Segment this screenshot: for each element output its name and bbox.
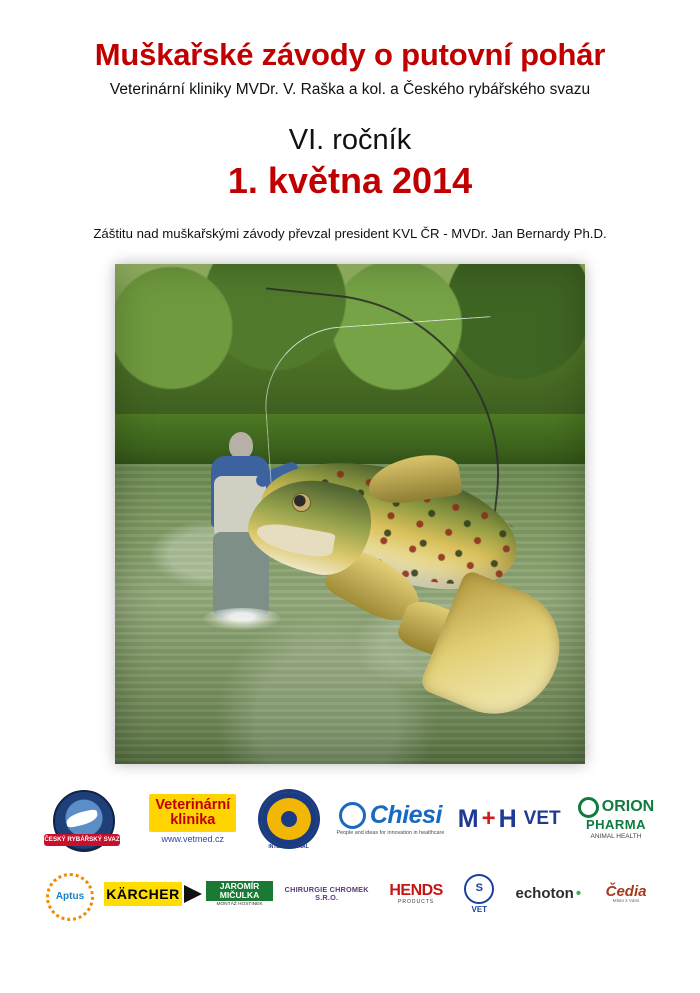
chiesi-mark-icon xyxy=(339,802,366,829)
triangle-icon xyxy=(184,885,202,903)
logo-echoton-name: echoton xyxy=(515,885,574,903)
logo-cedia xyxy=(590,884,662,905)
logo-karcher-label: KÄRCHER xyxy=(104,882,182,907)
logo-rotary-label: INTERNATIONAL xyxy=(268,843,309,850)
logo-orion-top xyxy=(578,797,654,818)
logo-miculka-sub: MONTÁŽ HOSTINEK xyxy=(216,902,263,908)
logo-veterinarni-klinika xyxy=(139,794,247,844)
logo-rotary-international xyxy=(258,789,320,849)
logo-hends-sub: PRODUCTS xyxy=(398,898,435,905)
logo-miculka-name: JAROMÍR MIČULKA xyxy=(206,881,273,901)
logo-vetklinika-url[interactable]: www.vetmed.cz xyxy=(161,833,225,844)
logo-hends-name: HENDS xyxy=(389,881,443,899)
page-title: Muškařské závody o putovní pohár xyxy=(94,37,606,72)
poster-subtitle: Veterinární kliniky MVDr. V. Raška a kol. a Českého rybářského svazu xyxy=(109,81,591,99)
svet-circle-icon: S xyxy=(464,874,494,904)
poster-edition: VI. ročník xyxy=(288,123,412,156)
logo-crs-label: ČESKÝ RYBÁŘSKÝ SVAZ xyxy=(44,834,120,846)
logo-mhvet-h: H xyxy=(498,804,517,833)
fly-fishing-photo xyxy=(115,264,585,764)
logo-aptus-label: Aptus xyxy=(55,890,85,902)
logo-vetklinika-line2: klinika xyxy=(170,811,216,828)
logo-orion-sub: PHARMA xyxy=(585,817,647,833)
poster-header xyxy=(0,0,700,242)
sponsor-row-primary xyxy=(30,788,670,850)
logo-miculka-text xyxy=(206,881,273,907)
logo-chirurgie-chromek: CHIRURGIE CHROMEK S.R.O. xyxy=(284,885,369,903)
poster-patronage: Záštitu nad muškařskými závody převzal president KVL ČR - MVDr. Jan Bernardy Ph.D. xyxy=(93,226,607,242)
logo-orion-pharma xyxy=(568,797,664,840)
logo-svet-label: VET xyxy=(471,904,488,914)
trout-eye xyxy=(292,493,311,512)
trout-tail-fin xyxy=(418,569,577,733)
logo-chiesi-name: Chiesi xyxy=(369,801,442,830)
logo-orion-name: ORION xyxy=(601,798,655,816)
logo-hends xyxy=(380,883,452,905)
brown-trout xyxy=(250,449,580,749)
sponsor-logos xyxy=(30,788,670,916)
logo-aptus xyxy=(38,873,102,915)
logo-echoton xyxy=(507,886,591,902)
aptus-badge-icon xyxy=(46,873,94,921)
orion-mark-icon xyxy=(578,797,599,818)
logo-karcher xyxy=(102,882,184,907)
logo-mh-vet xyxy=(457,804,561,833)
logo-chiesi xyxy=(330,802,450,837)
logo-vetklinika-line1: Veterinární xyxy=(155,797,231,814)
logo-vetklinika-box xyxy=(149,794,236,832)
logo-chiesi-tagline: People and ideas for innovation in healthcare xyxy=(336,829,445,836)
logo-cedia-name: Čedia xyxy=(605,882,647,900)
logo-cesky-rybarsky-svaz xyxy=(36,790,128,848)
logo-orion-tagline: ANIMAL HEALTH xyxy=(590,832,642,840)
logo-mhvet-plus: + xyxy=(481,805,496,833)
logo-mhvet-m: M xyxy=(457,804,479,833)
logo-mhvet-vet: VET xyxy=(523,808,561,830)
logo-jaromir-miculka xyxy=(184,881,273,907)
rotary-hub-icon xyxy=(281,811,297,827)
logo-svet xyxy=(452,873,506,915)
poster-date: 1. května 2014 xyxy=(227,159,473,201)
sponsor-row-secondary xyxy=(30,872,670,916)
logo-chiesi-main xyxy=(339,802,442,829)
photo-canvas xyxy=(115,264,585,764)
logo-cedia-tagline: Místo s Vámi xyxy=(612,898,640,904)
echoton-dot-icon: • xyxy=(575,885,582,903)
